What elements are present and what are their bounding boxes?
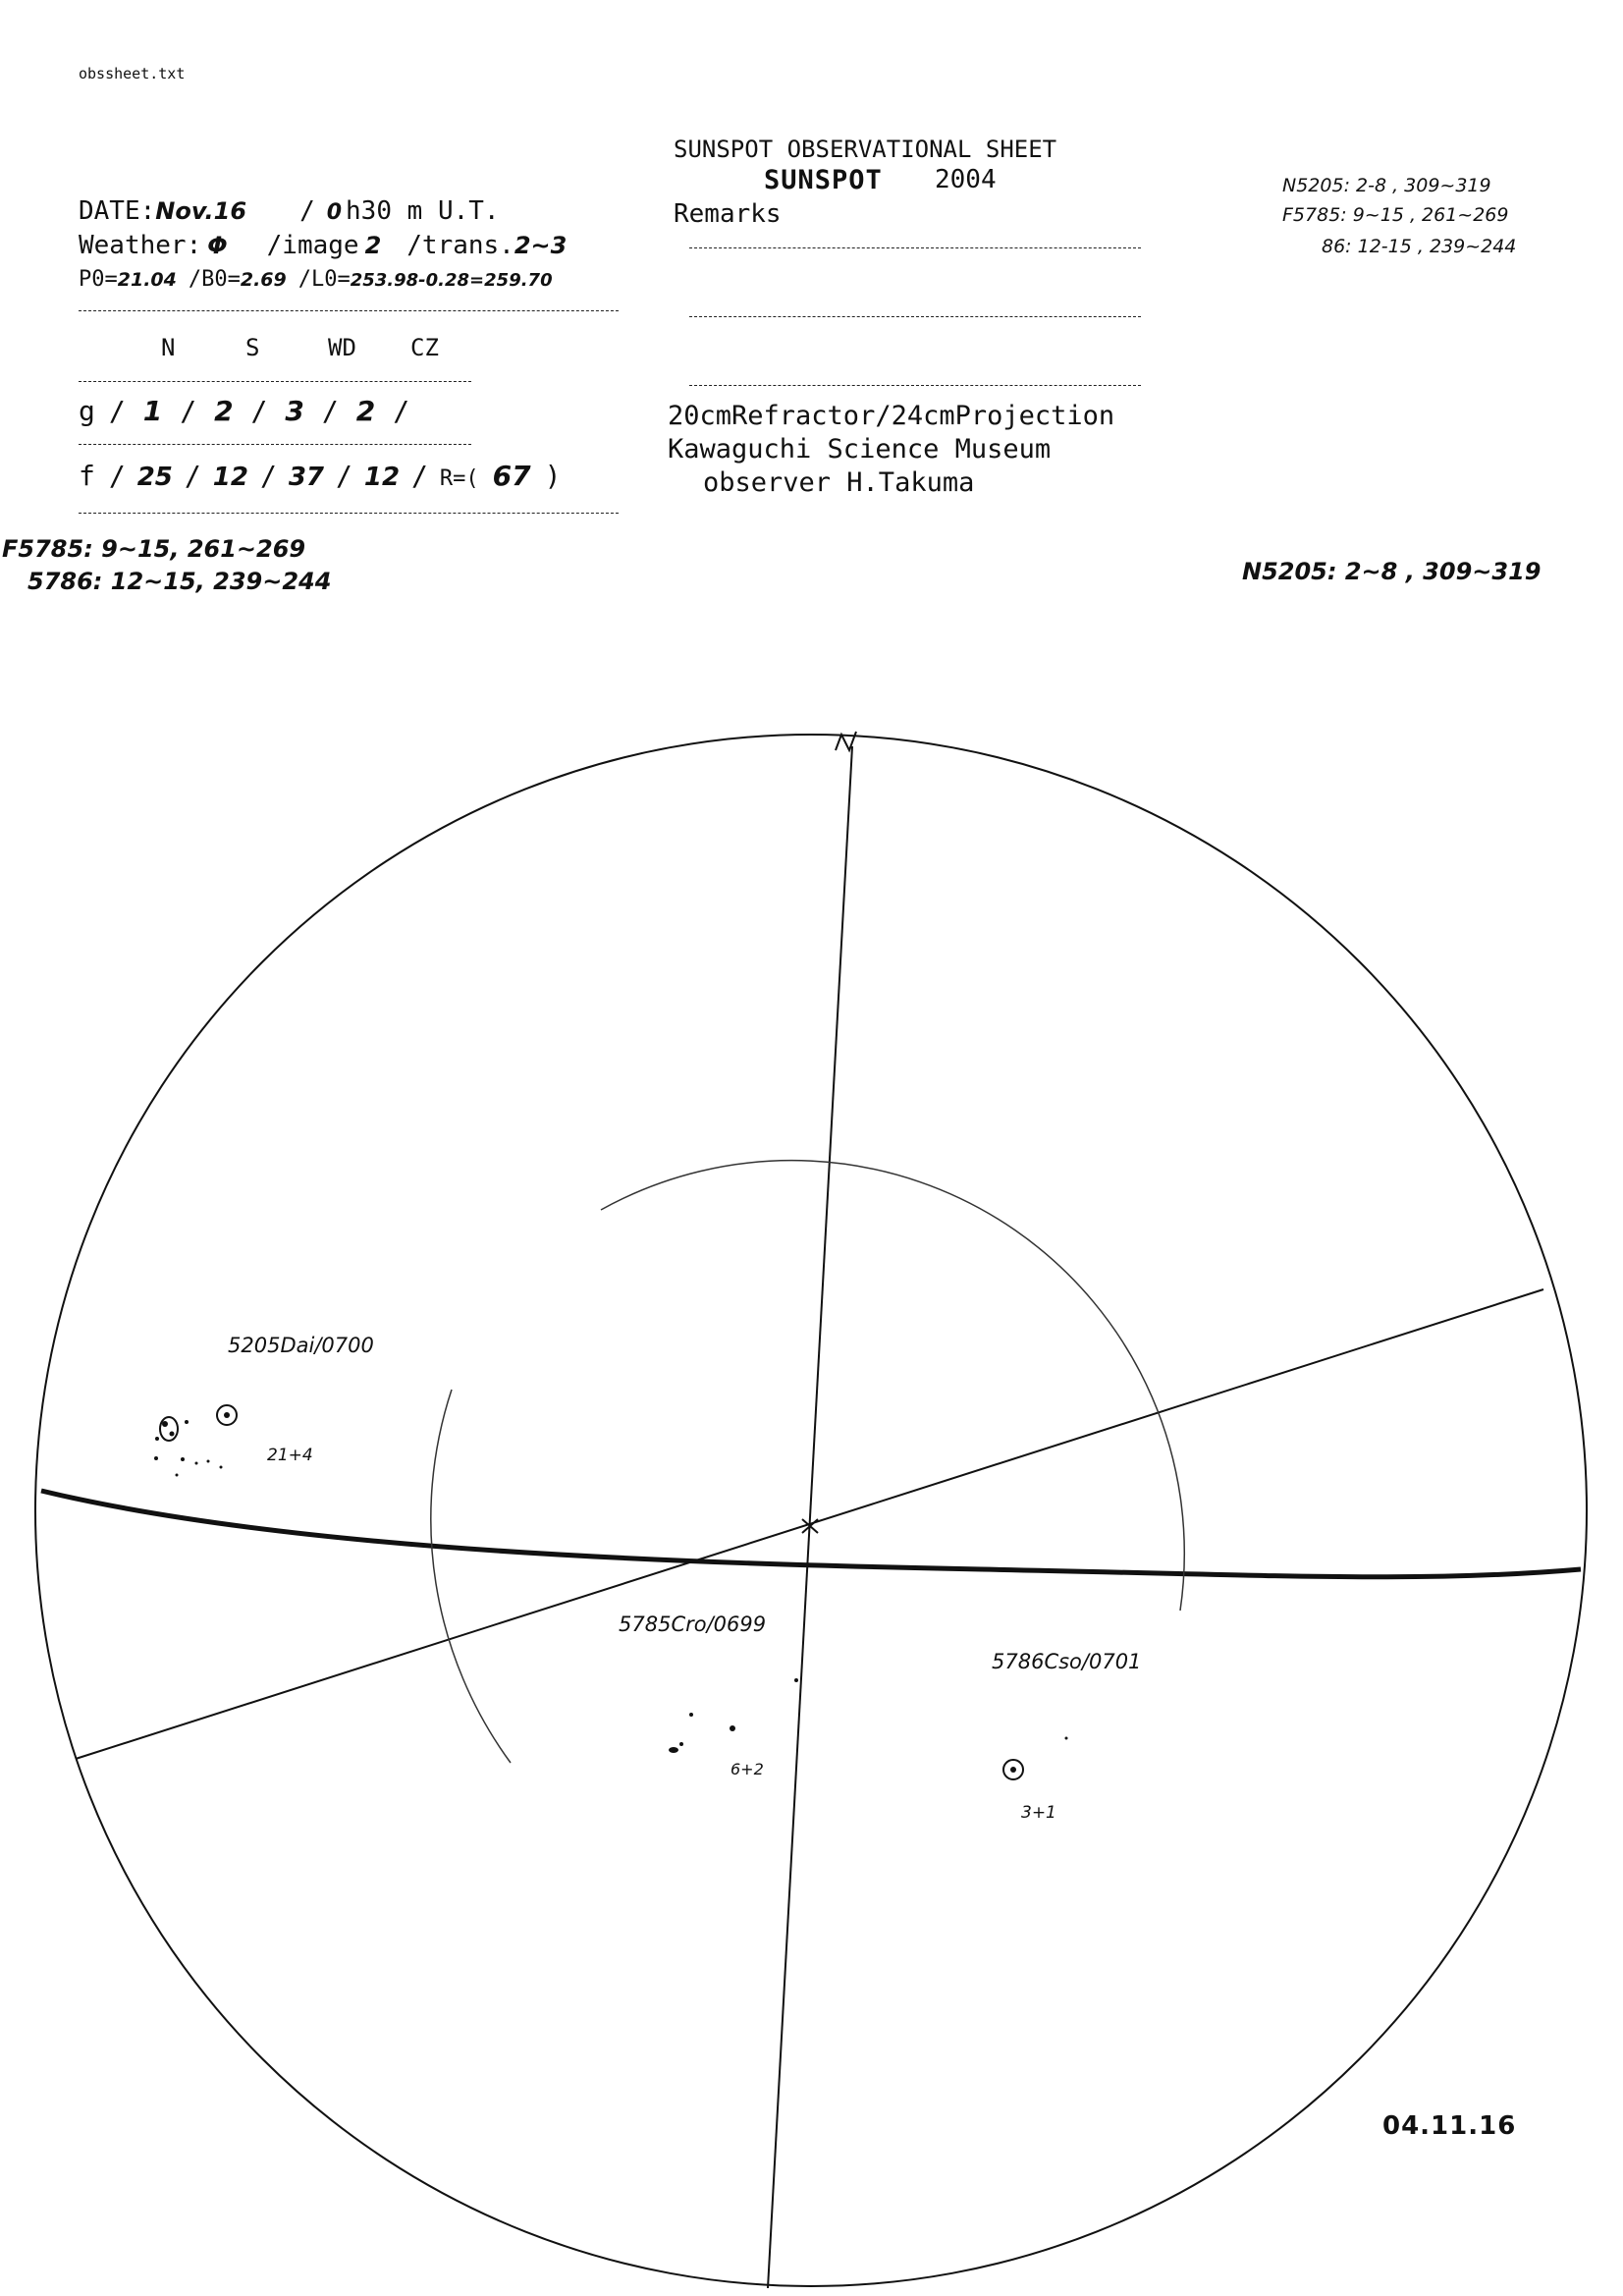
remarks-line-2 — [689, 316, 1141, 317]
observer-text: observer H.Takuma — [703, 467, 975, 498]
l0-label: /L0= — [298, 267, 351, 292]
north-axis-line — [768, 746, 852, 2288]
north-label — [831, 713, 832, 714]
g-value-cz: 2 — [355, 395, 376, 427]
r-close: ) — [544, 460, 562, 492]
date-label: DATE: — [79, 196, 156, 226]
sunspot-group-5786 — [1003, 1737, 1068, 1780]
image-value: 2 — [364, 232, 382, 259]
sunspot-group-5205 — [154, 1405, 237, 1477]
remarks-line-1 — [689, 247, 1141, 248]
weather-label: Weather: — [79, 231, 202, 260]
divider-1 — [79, 310, 619, 311]
sunspot-group-5785 — [669, 1678, 798, 1753]
remarks-line-3 — [689, 385, 1141, 386]
weather-row — [79, 231, 567, 264]
note-left-1: F5785: 9~15, 261~269 — [2, 535, 306, 563]
inner-arc-left — [431, 1390, 511, 1763]
note-top-right-3: 86: 12-15 , 239~244 — [1322, 236, 1517, 257]
g-value-s: 2 — [214, 395, 234, 427]
f-label: f — [79, 460, 95, 492]
divider-3 — [79, 444, 471, 445]
ephemeris-row — [79, 267, 553, 297]
f-value-n: 25 — [136, 463, 173, 492]
date-stamp: 04.11.16 — [1382, 2111, 1517, 2141]
sheet-title: SUNSPOT OBSERVATIONAL SHEET — [674, 136, 1057, 163]
date-value: Nov.16 — [155, 197, 247, 225]
date-row — [79, 196, 500, 230]
b0-label: /B0= — [188, 267, 241, 292]
note-right-1: N5205: 2~8 , 309~319 — [1242, 558, 1542, 585]
col-header-cz: CZ — [410, 334, 439, 361]
divider-2 — [79, 381, 471, 382]
group-5785-count: 6+2 — [730, 1760, 764, 1778]
trans-label: /trans. — [406, 231, 514, 260]
group-5786-label: 5786Cso/0701 — [992, 1650, 1142, 1673]
g-row: g / 1 / 2 / 3 / 2 / — [79, 395, 410, 427]
col-header-n: N — [161, 334, 176, 361]
equator-line — [76, 1289, 1543, 1759]
b0-value: 2.69 — [240, 269, 287, 291]
group-5205-count: 21+4 — [267, 1446, 313, 1465]
hour-value: 0 — [326, 200, 343, 225]
f-row: f / 25 / 12 / 37 / 12 / R=( 67 ) — [79, 460, 562, 492]
g-value-wd: 3 — [285, 395, 304, 427]
l0-value: 253.98-0.28=259.70 — [350, 270, 553, 291]
f-value-s: 12 — [212, 463, 248, 492]
note-top-right-1: N5205: 2-8 , 309~319 — [1282, 175, 1491, 196]
f-value-wd: 37 — [288, 463, 324, 492]
r-label: R=( — [439, 466, 479, 491]
file-label: obssheet.txt — [79, 65, 186, 82]
image-label: /image — [266, 231, 359, 260]
col-header-s: S — [245, 334, 260, 361]
divider-4 — [79, 513, 619, 514]
institution-text: Kawaguchi Science Museum — [668, 434, 1052, 465]
g-value-n: 1 — [142, 395, 163, 427]
note-left-2: 5786: 12~15, 239~244 — [27, 568, 332, 595]
group-5786-count: 3+1 — [1021, 1803, 1056, 1823]
note-top-right-2: F5785: 9~15 , 261~269 — [1282, 204, 1509, 226]
sheet-subtitle: SUNSPOT — [764, 165, 883, 195]
inner-arc-right — [601, 1161, 1184, 1611]
group-5785-label: 5785Cro/0699 — [619, 1613, 767, 1636]
g-label: g — [79, 395, 95, 427]
time-unit: h30 m U.T. — [346, 196, 500, 226]
f-value-cz: 12 — [363, 463, 401, 492]
p0-label: P0= — [79, 267, 118, 292]
p0-value: 21.04 — [117, 269, 177, 291]
sheet-year: 2004 — [935, 165, 997, 194]
weather-value: Φ — [207, 232, 228, 259]
group-5205-label: 5205Dai/0700 — [228, 1334, 374, 1357]
trans-value: 2~3 — [514, 232, 568, 259]
instrument-text: 20cmRefractor/24cmProjection — [668, 401, 1115, 431]
time-prefix: / — [299, 196, 315, 226]
r-value: 67 — [492, 460, 531, 492]
remarks-label: Remarks — [674, 199, 782, 229]
col-header-wd: WD — [328, 334, 356, 361]
